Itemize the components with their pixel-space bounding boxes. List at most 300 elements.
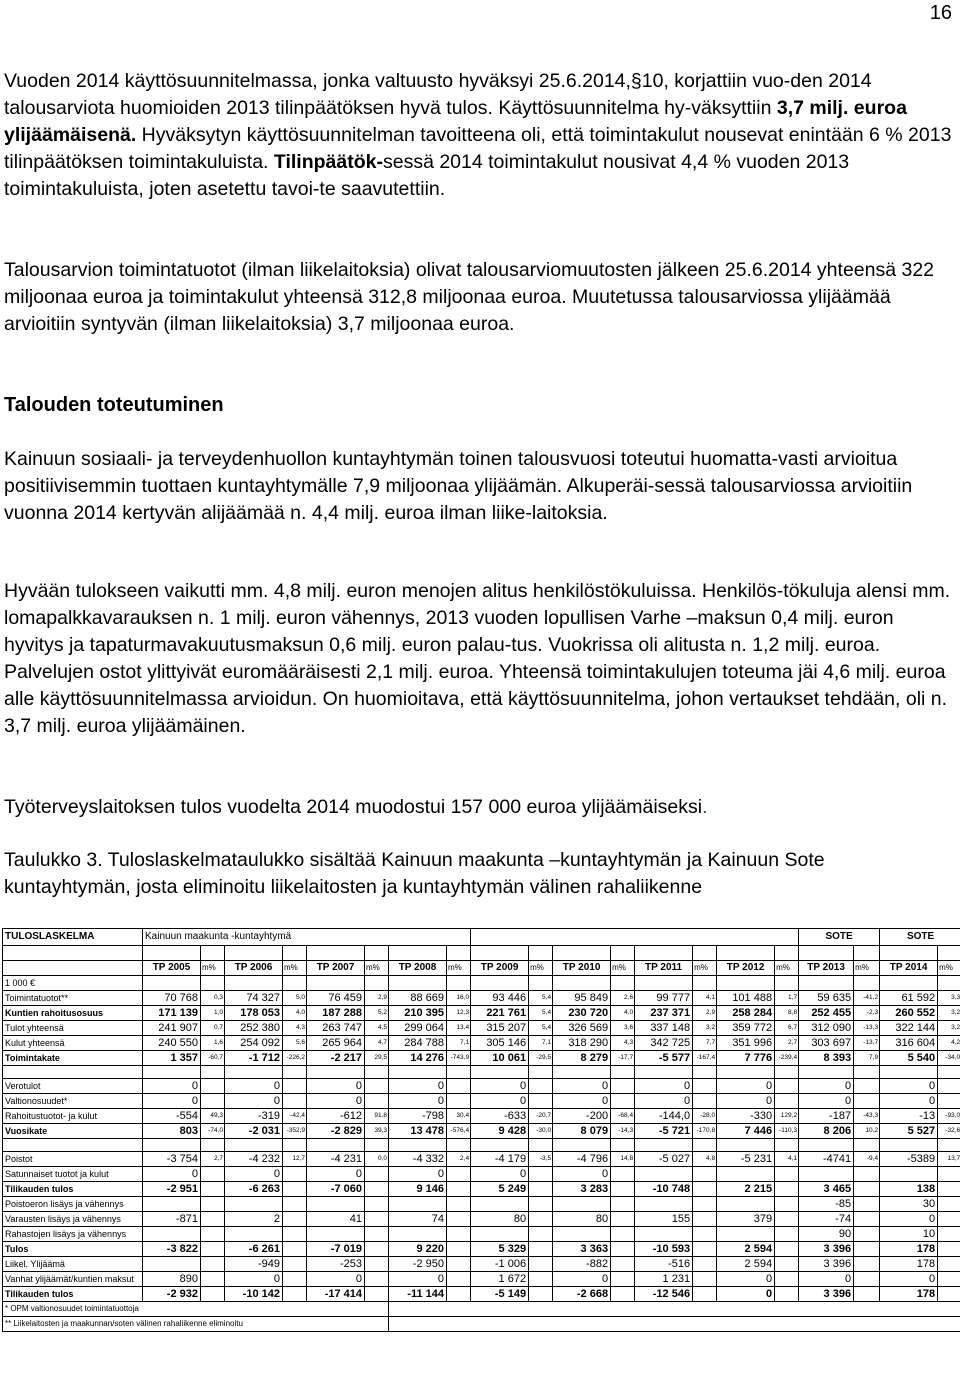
value-cell: 254 092 [225,1036,283,1051]
percent-cell [938,1272,960,1287]
value-cell: -10 593 [635,1242,693,1257]
percent-cell [854,1257,880,1272]
blank-cell [225,1139,283,1152]
value-cell: 70 768 [143,991,201,1006]
percent-cell [611,1272,635,1287]
unit-row-cell [880,976,938,991]
value-cell: 0 [717,1094,775,1109]
percent-cell [775,1212,799,1227]
spacer-cell [529,946,553,961]
value-cell: 9 220 [389,1242,447,1257]
value-cell: -3 754 [143,1152,201,1167]
value-cell: 3 396 [799,1287,854,1302]
blank-cell [307,1139,365,1152]
spacer-cell [717,946,775,961]
percent-cell: -167,4 [693,1051,717,1066]
percent-cell: 5,6 [283,1036,307,1051]
percent-cell [693,1197,717,1212]
percent-cell [854,1079,880,1094]
row-label: Rahastojen lisäys ja vähennys [3,1227,143,1242]
value-cell: 5 527 [880,1124,938,1139]
unit-row-cell [225,976,283,991]
table-row [3,1257,960,1272]
percent-cell [611,1242,635,1257]
value-cell: 3 363 [553,1242,611,1257]
percent-cell [529,1287,553,1302]
percent-cell [938,1212,960,1227]
percent-cell [283,1287,307,1302]
percent-cell [775,1287,799,1302]
table-row [3,1242,960,1257]
value-cell: 88 669 [389,991,447,1006]
budget-text: Talousarvion toimintatuotot (ilman liikelaitoksia) olivat talousarviomuutosten jälkeen 25.6.2014 yhteensä 322 miljoonaa euroa ja toimintakulut yhteensä 312,8 miljoonaa euroa. Muutetussa talousarviossa ylijäämää arvioitiin syntyvän (ilman liikelaitoksia) 3,7 miljoonaa euroa. [4,259,935,335]
blank-cell [3,1139,143,1152]
budget-paragraph [4,257,954,338]
percent-cell [447,1167,471,1182]
row-label: Vanhat ylijäämät/kuntien maksut [3,1272,143,1287]
value-cell: -554 [143,1109,201,1124]
blank-cell [938,1139,960,1152]
value-cell: -144,0 [635,1109,693,1124]
value-cell: -253 [307,1257,365,1272]
percent-cell: 7,1 [447,1036,471,1051]
value-cell: -319 [225,1109,283,1124]
percent-cell [365,1257,389,1272]
value-cell: 0 [225,1167,283,1182]
value-cell: 5 540 [880,1051,938,1066]
value-cell: 7 446 [717,1124,775,1139]
percent-cell: 16,0 [447,991,471,1006]
percent-cell: 4,7 [365,1036,389,1051]
value-cell: -10 748 [635,1182,693,1197]
row-label: Tilikauden tulos [3,1182,143,1197]
percent-cell: -74,0 [201,1124,225,1139]
spacer-cell [201,946,225,961]
year-header-blank [3,961,143,976]
percent-cell: 3,3 [938,991,960,1006]
percent-cell [283,1227,307,1242]
value-cell: -2 950 [389,1257,447,1272]
percent-cell: 8,8 [775,1006,799,1021]
value-cell: 0 [225,1272,283,1287]
value-cell: 178 [880,1242,938,1257]
value-cell: 80 [471,1212,529,1227]
percent-cell [611,1079,635,1094]
value-cell: 14 276 [389,1051,447,1066]
value-cell: 240 550 [143,1036,201,1051]
percent-cell [529,1094,553,1109]
value-cell: 316 604 [880,1036,938,1051]
percent-cell [447,1197,471,1212]
value-cell [307,1197,365,1212]
percent-cell: -3,5 [529,1152,553,1167]
section-heading: Talouden toteutuminen [4,394,224,416]
value-cell: 0 [389,1079,447,1094]
percent-cell [693,1242,717,1257]
value-cell [635,1197,693,1212]
spacer-cell [283,946,307,961]
value-cell: -12 546 [635,1287,693,1302]
occupational-text: Työterveyslaitoksen tulos vuodelta 2014 muodostui 157 000 euroa ylijäämäiseksi [4,796,703,818]
spacer-cell [225,946,283,961]
blank-cell [471,1139,529,1152]
value-cell [553,1197,611,1212]
value-cell: 5 329 [471,1242,529,1257]
value-cell: -2 829 [307,1124,365,1139]
percent-cell [447,1212,471,1227]
percent-cell [529,1197,553,1212]
table-footnote-row [3,1317,960,1332]
table-row [3,1124,960,1139]
percent-cell: 13,7 [938,1152,960,1167]
percent-cell: 0,3 [201,991,225,1006]
percent-cell: 5,4 [529,1021,553,1036]
percent-cell: -239,4 [775,1051,799,1066]
percent-cell [283,1079,307,1094]
percent-cell: -42,4 [283,1109,307,1124]
value-cell: 187 288 [307,1006,365,1021]
percent-cell [201,1212,225,1227]
value-cell: 3 465 [799,1182,854,1197]
value-cell: -871 [143,1212,201,1227]
value-cell: -2 217 [307,1051,365,1066]
percent-cell [693,1287,717,1302]
blank-cell [529,1139,553,1152]
value-cell: -6 261 [225,1242,283,1257]
percent-cell [775,1197,799,1212]
percent-cell: 2,9 [693,1006,717,1021]
percent-cell [938,1197,960,1212]
unit-row-cell [635,976,693,991]
spacer-cell [693,946,717,961]
spacer-cell [880,946,938,961]
value-cell: -1 006 [471,1257,529,1272]
value-cell: -882 [553,1257,611,1272]
value-cell: -2 932 [143,1287,201,1302]
spacer-cell [854,946,880,961]
value-cell: -3 822 [143,1242,201,1257]
unit-row-cell [389,976,447,991]
year-header: TP 2014 [880,961,938,976]
value-cell: 230 720 [553,1006,611,1021]
percent-cell [529,1242,553,1257]
percent-cell: 4,3 [283,1021,307,1036]
value-cell: 8 279 [553,1051,611,1066]
percent-cell: 2,6 [611,991,635,1006]
value-cell: 74 [389,1212,447,1227]
page-number: 16 [929,2,952,24]
percent-cell: 30,4 [447,1109,471,1124]
percent-cell: -93,0 [938,1109,960,1124]
row-label: Rahoitustuotot- ja kulut [3,1109,143,1124]
value-cell: 0 [471,1094,529,1109]
blank-cell [717,1139,775,1152]
value-cell: 284 788 [389,1036,447,1051]
value-cell: 0 [471,1167,529,1182]
income-statement-table [2,928,960,1332]
table-row [3,1006,960,1021]
percent-cell: -60,7 [201,1051,225,1066]
value-cell [717,1197,775,1212]
value-cell: 76 459 [307,991,365,1006]
sote-header-2014: SOTE [880,929,960,946]
blank-cell [635,1066,693,1079]
value-cell [471,1197,529,1212]
percent-cell: 2,7 [201,1152,225,1167]
percent-cell [201,1257,225,1272]
year-header: TP 2012 [717,961,775,976]
value-cell: -85 [799,1197,854,1212]
value-cell: -5 231 [717,1152,775,1167]
blank-cell [775,1066,799,1079]
percent-cell: -68,4 [611,1109,635,1124]
value-cell: 0 [553,1079,611,1094]
value-cell: 101 488 [717,991,775,1006]
blank-cell [307,1066,365,1079]
percent-cell: 4,3 [611,1036,635,1051]
value-cell: 0 [225,1079,283,1094]
percent-cell: 2,4 [447,1152,471,1167]
value-cell: 0 [717,1287,775,1302]
value-cell: 0 [389,1094,447,1109]
unit-row-cell [471,976,529,991]
value-cell: 95 849 [553,991,611,1006]
value-cell: 0 [307,1094,365,1109]
value-cell: 1 357 [143,1051,201,1066]
value-cell: 0 [799,1272,854,1287]
percent-cell: 129,2 [775,1109,799,1124]
percent-cell [938,1182,960,1197]
percent-cell: 7,1 [529,1036,553,1051]
percent-cell [938,1242,960,1257]
percent-cell: -43,3 [854,1109,880,1124]
value-cell: 90 [799,1227,854,1242]
percent-cell [201,1242,225,1257]
value-cell: 318 290 [553,1036,611,1051]
value-cell: -330 [717,1109,775,1124]
value-cell: 41 [307,1212,365,1227]
blank-cell [938,1066,960,1079]
value-cell: 2 215 [717,1182,775,1197]
percent-cell [775,1227,799,1242]
value-cell: 263 747 [307,1021,365,1036]
value-cell: 5 249 [471,1182,529,1197]
blank-cell [201,1139,225,1152]
percent-cell: -17,7 [611,1051,635,1066]
percent-cell: -352,9 [283,1124,307,1139]
value-cell: 0 [717,1079,775,1094]
value-cell: 210 395 [389,1006,447,1021]
table-row [3,1079,960,1094]
blank-cell [799,1066,854,1079]
value-cell [143,1227,201,1242]
value-cell: 0 [553,1167,611,1182]
percent-cell: 4,2 [938,1036,960,1051]
value-cell: 237 371 [635,1006,693,1021]
table-row [3,1051,960,1066]
percent-cell: 7,9 [854,1051,880,1066]
table-row [3,1021,960,1036]
percent-cell [775,1167,799,1182]
value-cell: 303 697 [799,1036,854,1051]
year-header: TP 2008 [389,961,447,976]
year-header: TP 2013 [799,961,854,976]
percent-cell [201,1227,225,1242]
value-cell: 351 996 [717,1036,775,1051]
value-cell: 241 907 [143,1021,201,1036]
unit-row-cell [693,976,717,991]
unit-label: 1 000 € [3,976,143,991]
value-cell: 61 592 [880,991,938,1006]
percent-cell [201,1167,225,1182]
percent-cell: 3,6 [611,1021,635,1036]
value-cell: 0 [307,1272,365,1287]
percent-cell: -29,5 [529,1051,553,1066]
value-cell: 3 396 [799,1257,854,1272]
percent-cell [775,1079,799,1094]
value-cell: 0 [717,1272,775,1287]
percent-cell: 14,8 [611,1152,635,1167]
percent-cell [201,1079,225,1094]
percent-cell: 0,0 [365,1152,389,1167]
percent-cell [365,1182,389,1197]
row-label: Satunnaiset tuotot ja kulut [3,1167,143,1182]
value-cell: 0 [635,1094,693,1109]
value-cell: 8 206 [799,1124,854,1139]
table-row [3,1212,960,1227]
unit-row-cell [447,976,471,991]
value-cell [389,1197,447,1212]
blank-cell [693,1139,717,1152]
percent-cell [447,1257,471,1272]
table-row [3,1167,960,1182]
value-cell [225,1227,283,1242]
value-cell [635,1227,693,1242]
value-cell: -200 [553,1109,611,1124]
table-row [3,1182,960,1197]
value-cell: -5 577 [635,1051,693,1066]
percent-cell [693,1257,717,1272]
percent-cell [775,1272,799,1287]
intro-seg2: 3,7 milj. euroa ylijäämäisenä. [4,97,907,146]
percent-cell [447,1182,471,1197]
percent-cell [854,1242,880,1257]
percent-cell: 4,8 [693,1152,717,1167]
percent-cell: 7,7 [693,1036,717,1051]
blank-cell [880,1066,938,1079]
value-cell: 0 [307,1167,365,1182]
percent-cell: -743,9 [447,1051,471,1066]
value-cell [143,1257,201,1272]
percent-cell: -110,3 [775,1124,799,1139]
value-cell: 0 [880,1272,938,1287]
percent-cell [283,1182,307,1197]
row-label: Valtionosuudet* [3,1094,143,1109]
percent-cell: 5,4 [529,1006,553,1021]
value-cell: 155 [635,1212,693,1227]
percent-cell [854,1272,880,1287]
value-cell: 13 478 [389,1124,447,1139]
percent-cell [447,1094,471,1109]
value-cell [717,1167,775,1182]
value-cell: 326 569 [553,1021,611,1036]
table-row [3,1109,960,1124]
blank-cell [611,1066,635,1079]
spacer-cell [938,946,960,961]
value-cell: 171 139 [143,1006,201,1021]
blank-cell [635,1139,693,1152]
value-cell: 0 [880,1094,938,1109]
percent-cell: -13,7 [854,1036,880,1051]
percent-cell [938,1257,960,1272]
value-cell: -4 179 [471,1152,529,1167]
blank-cell [529,1066,553,1079]
value-cell [389,1227,447,1242]
unit-row-cell [938,976,960,991]
percent-cell [365,1287,389,1302]
factors-paragraph [4,578,954,740]
value-cell: 221 761 [471,1006,529,1021]
value-cell: 7 776 [717,1051,775,1066]
percent-cell [775,1182,799,1197]
row-label: Varausten lisäys ja vähennys [3,1212,143,1227]
percent-cell [447,1287,471,1302]
value-cell: -13 [880,1109,938,1124]
percent-cell [529,1257,553,1272]
value-cell [307,1227,365,1242]
occupational-period: . [702,796,708,818]
value-cell: 1 672 [471,1272,529,1287]
intro-seg5: sessä 2014 toimintakulut nousivat 4,4 % vuoden 2013 toimintakuluista, joten asetettu tavoi-te saavutettiin. [4,151,850,200]
blank-cell [553,1066,611,1079]
unit-row-cell [283,976,307,991]
percent-change-header: m% [447,961,471,976]
value-cell: -1 712 [225,1051,283,1066]
percent-cell [529,1272,553,1287]
value-cell: -6 263 [225,1182,283,1197]
value-cell: 3 396 [799,1242,854,1257]
blank-cell [201,1066,225,1079]
value-cell: 379 [717,1212,775,1227]
percent-cell: 10,2 [854,1124,880,1139]
value-cell: 9 146 [389,1182,447,1197]
blank-cell [447,1139,471,1152]
percent-cell: -30,0 [529,1124,553,1139]
unit-row-cell [799,976,854,991]
value-cell: 93 446 [471,991,529,1006]
percent-cell [365,1167,389,1182]
percent-cell [529,1079,553,1094]
table-row [3,1272,960,1287]
blank-cell [283,1139,307,1152]
percent-cell: -13,3 [854,1021,880,1036]
row-label: Toimintatuotot** [3,991,143,1006]
table-year-header-row [3,961,960,976]
value-cell: 59 635 [799,991,854,1006]
value-cell: 315 207 [471,1021,529,1036]
percent-cell [365,1227,389,1242]
percent-cell: 29,5 [365,1051,389,1066]
percent-cell [365,1079,389,1094]
percent-cell [283,1212,307,1227]
percent-cell [529,1167,553,1182]
value-cell: -633 [471,1109,529,1124]
table-unit-row [3,976,960,991]
percent-cell: 0,7 [201,1021,225,1036]
percent-cell [365,1094,389,1109]
percent-cell: 4,1 [775,1152,799,1167]
value-cell: 178 053 [225,1006,283,1021]
